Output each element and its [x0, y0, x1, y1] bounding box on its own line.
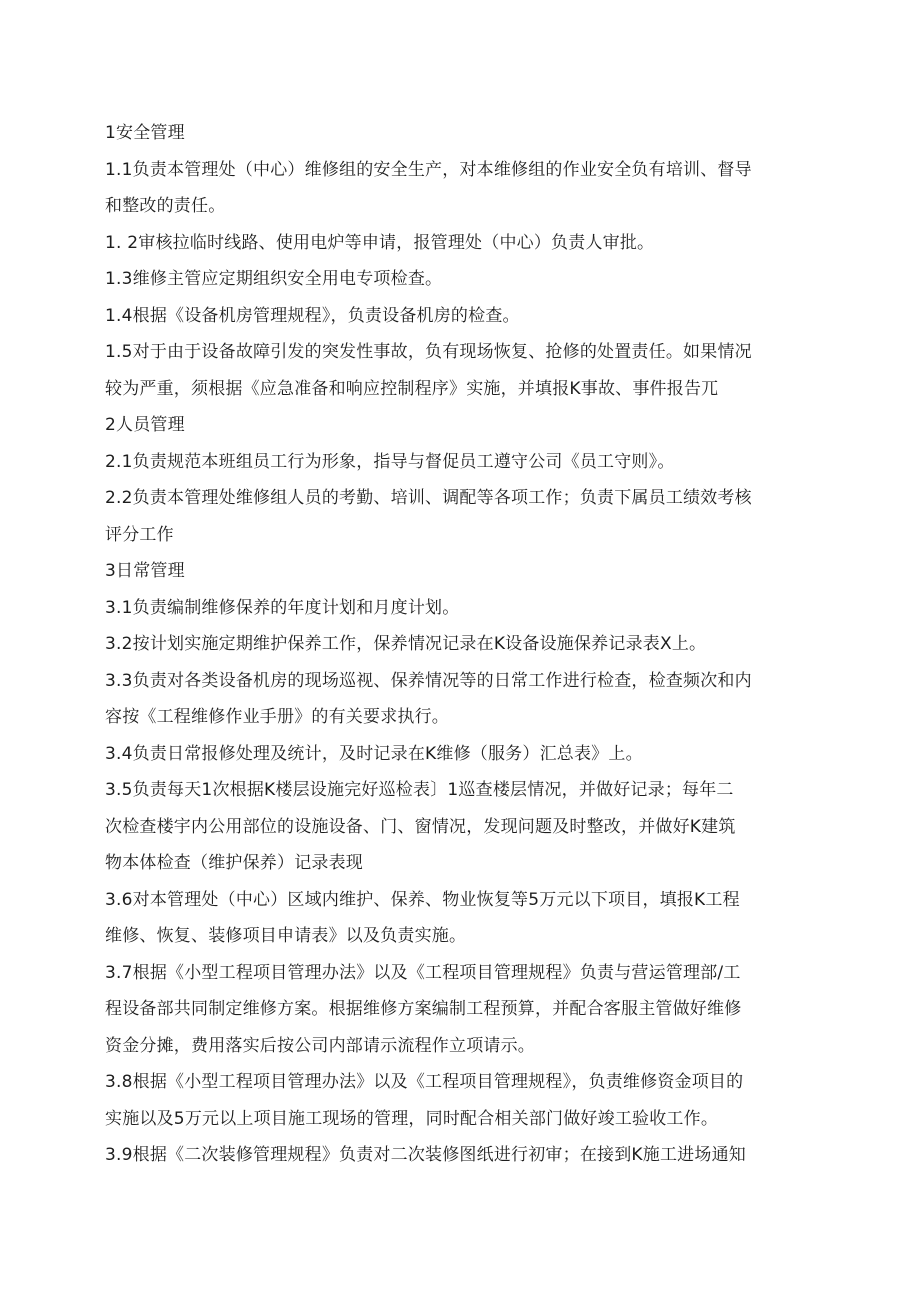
paragraph-line: 次检查楼宇内公用部位的设施设备、门、窗情况，发现问题及时整改，并做好K建筑	[105, 816, 736, 837]
paragraph-line: 实施以及5万元以上项目施工现场的管理，同时配合相关部门做好竣工验收工作。	[105, 1108, 719, 1129]
paragraph-line: 1.3维修主管应定期组织安全用电专项检查。	[105, 269, 443, 289]
paragraph-line: 1.5对于由于设备故障引发的突发性事故，负有现场恢复、抢修的处置责任。如果情况	[105, 342, 752, 362]
document-body	[105, 115, 795, 1174]
paragraph-line: 1.1负责本管理处（中心）维修组的安全生产，对本维修组的作业安全负有培训、督导	[105, 159, 752, 180]
paragraph-line: 3.2按计划实施定期维护保养工作，保养情况记录在K设备设施保养记录表X上。	[105, 634, 707, 654]
paragraph-line: 1. 2审核拉临时线路、使用电炉等申请，报管理处（中心）负责人审批。	[105, 232, 655, 253]
paragraph-line: 3.1负责编制维修保养的年度计划和月度计划。	[105, 597, 460, 618]
paragraph-line: 3.4负责日常报修处理及统计，及时记录在K维修（服务）汇总表》上。	[105, 743, 643, 764]
paragraph-line: 和整改的责任。	[105, 196, 226, 216]
paragraph-line: 资金分摊，费用落实后按公司内部请示流程作立项请示。	[105, 1035, 535, 1056]
section-heading-daily: 3日常管理	[105, 561, 185, 581]
paragraph-line: 维修、恢复、装修项目申请表》以及负责实施。	[105, 926, 467, 946]
paragraph-line: 3.3负责对各类设备机房的现场巡视、保养情况等的日常工作进行检查，检查频次和内	[105, 670, 752, 691]
paragraph-line: 3.8根据《小型工程项目管理办法》以及《工程项目管理规程》，负责维修资金项目的	[105, 1072, 744, 1092]
paragraph-line: 2.1负责规范本班组员工行为形象，指导与督促员工遵守公司《员工守则》。	[105, 451, 675, 472]
paragraph-line: 1.4根据《设备机房管理规程》，负责设备机房的检查。	[105, 305, 520, 326]
paragraph-line: 3.5负责每天1次根据K楼层设施完好巡检表〕1巡查楼层情况，并做好记录；每年二	[105, 780, 734, 800]
paragraph-line: 3.7根据《小型工程项目管理办法》以及《工程项目管理规程》负责与营运管理部/工	[105, 962, 741, 983]
section-heading-personnel: 2人员管理	[105, 415, 185, 435]
paragraph-line: 评分工作	[105, 524, 174, 545]
paragraph-line: 容按《工程维修作业手册》的有关要求执行。	[105, 707, 449, 727]
section-heading-safety: 1安全管理	[105, 123, 185, 143]
paragraph-line: 3.6对本管理处（中心）区域内维护、保养、物业恢复等5万元以下项目，填报K工程	[105, 889, 740, 910]
paragraph-line: 物本体检查（维护保养）记录表现	[105, 853, 363, 873]
paragraph-line: 2.2负责本管理处维修组人员的考勤、培训、调配等各项工作；负责下属员工绩效考核	[105, 488, 752, 508]
paragraph-line: 3.9根据《二次装修管理规程》负责对二次装修图纸进行初审；在接到K施工进场通知	[105, 1145, 746, 1165]
paragraph-line: 较为严重，须根据《应急准备和响应控制程序》实施，并填报K事故、事件报告兀	[105, 378, 719, 399]
paragraph-line: 程设备部共同制定维修方案。根据维修方案编制工程预算，并配合客服主管做好维修	[105, 999, 742, 1019]
